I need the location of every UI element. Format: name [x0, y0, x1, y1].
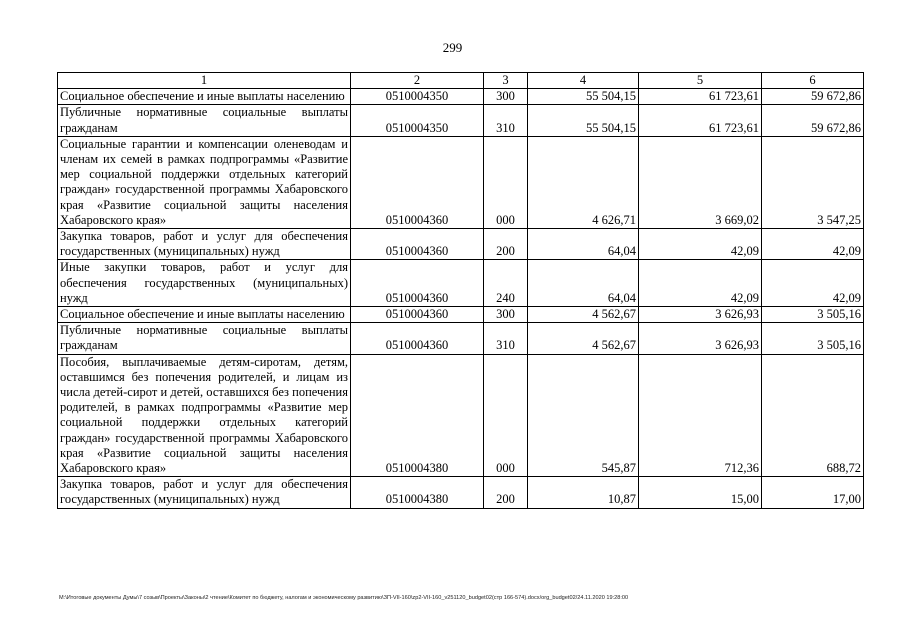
- row-name: Пособия, выплачиваемые детям-сиротам, детям, оставшимся без попечения родителей, и лицам из числа детей-сирот и детей, оставшихся без попечения родителей, в рамках подпрограммы «Развитие мер социальной поддержки отдельных категорий граждан» государственной программы Хабаровского края «Развитие социальной защиты населения Хабаровского края»: [58, 354, 351, 477]
- row-value-2: 3 669,02: [639, 136, 762, 228]
- row-value-1: 4 626,71: [528, 136, 639, 228]
- row-code: 0510004380: [351, 477, 484, 508]
- row-value-2: 712,36: [639, 354, 762, 477]
- row-value-1: 545,87: [528, 354, 639, 477]
- row-code: 0510004360: [351, 136, 484, 228]
- header-col-1: 1: [58, 73, 351, 89]
- table-row: [58, 477, 864, 508]
- row-value-3: 3 505,16: [762, 307, 864, 323]
- row-type: 310: [484, 105, 528, 136]
- header-col-3: 3: [484, 73, 528, 89]
- row-value-1: 55 504,15: [528, 89, 639, 105]
- row-value-3: 59 672,86: [762, 105, 864, 136]
- row-code: 0510004380: [351, 354, 484, 477]
- row-value-1: 64,04: [528, 260, 639, 307]
- row-value-1: 4 562,67: [528, 307, 639, 323]
- row-value-2: 3 626,93: [639, 307, 762, 323]
- row-type: 240: [484, 260, 528, 307]
- budget-table: [57, 72, 864, 509]
- row-name: Социальные гарантии и компенсации оленеводам и членам их семей в рамках подпрограммы «Развитие мер социальной поддержки отдельных категорий граждан» государственной программы Хабаровского края «Развитие социальной защиты населения Хабаровского края»: [58, 136, 351, 228]
- row-name: Закупка товаров, работ и услуг для обеспечения государственных (муниципальных) нужд: [58, 477, 351, 508]
- page-number: 299: [442, 40, 463, 55]
- header-col-5: 5: [639, 73, 762, 89]
- row-value-3: 3 547,25: [762, 136, 864, 228]
- document-path-footer: M:\Итоговые документы Думы\7 созыв\Проекты\Законы\2 чтение\Комитет по бюджету, налогам и экономическому развитию\ЗП-VII-160\zp2-VII-160_v251120_budget02(стр 166-574).docx/org_budget02/24.11.2020 19:28:00: [59, 595, 629, 601]
- row-value-3: 59 672,86: [762, 89, 864, 105]
- row-name: Публичные нормативные социальные выплаты гражданам: [58, 105, 351, 136]
- table-header-row: [58, 73, 864, 89]
- row-value-3: 688,72: [762, 354, 864, 477]
- table-row: [58, 89, 864, 105]
- row-code: 0510004360: [351, 260, 484, 307]
- header-col-4: 4: [528, 73, 639, 89]
- row-code: 0510004350: [351, 105, 484, 136]
- row-value-1: 4 562,67: [528, 323, 639, 354]
- row-value-1: 55 504,15: [528, 105, 639, 136]
- row-name: Закупка товаров, работ и услуг для обеспечения государственных (муниципальных) нужд: [58, 229, 351, 260]
- row-type: 300: [484, 307, 528, 323]
- row-name: Иные закупки товаров, работ и услуг для обеспечения государственных (муниципальных) нужд: [58, 260, 351, 307]
- row-name: Социальное обеспечение и иные выплаты населению: [58, 307, 351, 323]
- row-value-3: 42,09: [762, 260, 864, 307]
- table-row: [58, 354, 864, 477]
- table-row: [58, 229, 864, 260]
- row-type: 200: [484, 229, 528, 260]
- header-col-6: 6: [762, 73, 864, 89]
- row-value-1: 10,87: [528, 477, 639, 508]
- row-value-2: 61 723,61: [639, 105, 762, 136]
- table-row: [58, 105, 864, 136]
- row-value-3: 42,09: [762, 229, 864, 260]
- table-row: [58, 307, 864, 323]
- row-code: 0510004350: [351, 89, 484, 105]
- row-code: 0510004360: [351, 229, 484, 260]
- row-type: 000: [484, 136, 528, 228]
- row-value-3: 17,00: [762, 477, 864, 508]
- row-value-2: 3 626,93: [639, 323, 762, 354]
- row-value-2: 42,09: [639, 260, 762, 307]
- row-code: 0510004360: [351, 307, 484, 323]
- row-value-2: 42,09: [639, 229, 762, 260]
- row-type: 300: [484, 89, 528, 105]
- row-value-3: 3 505,16: [762, 323, 864, 354]
- row-value-1: 64,04: [528, 229, 639, 260]
- table-row: [58, 323, 864, 354]
- row-value-2: 15,00: [639, 477, 762, 508]
- table-row: [58, 260, 864, 307]
- row-type: 200: [484, 477, 528, 508]
- row-type: 000: [484, 354, 528, 477]
- row-name: Социальное обеспечение и иные выплаты населению: [58, 89, 351, 105]
- row-value-2: 61 723,61: [639, 89, 762, 105]
- header-col-2: 2: [351, 73, 484, 89]
- row-name: Публичные нормативные социальные выплаты гражданам: [58, 323, 351, 354]
- row-type: 310: [484, 323, 528, 354]
- row-code: 0510004360: [351, 323, 484, 354]
- table-row: [58, 136, 864, 228]
